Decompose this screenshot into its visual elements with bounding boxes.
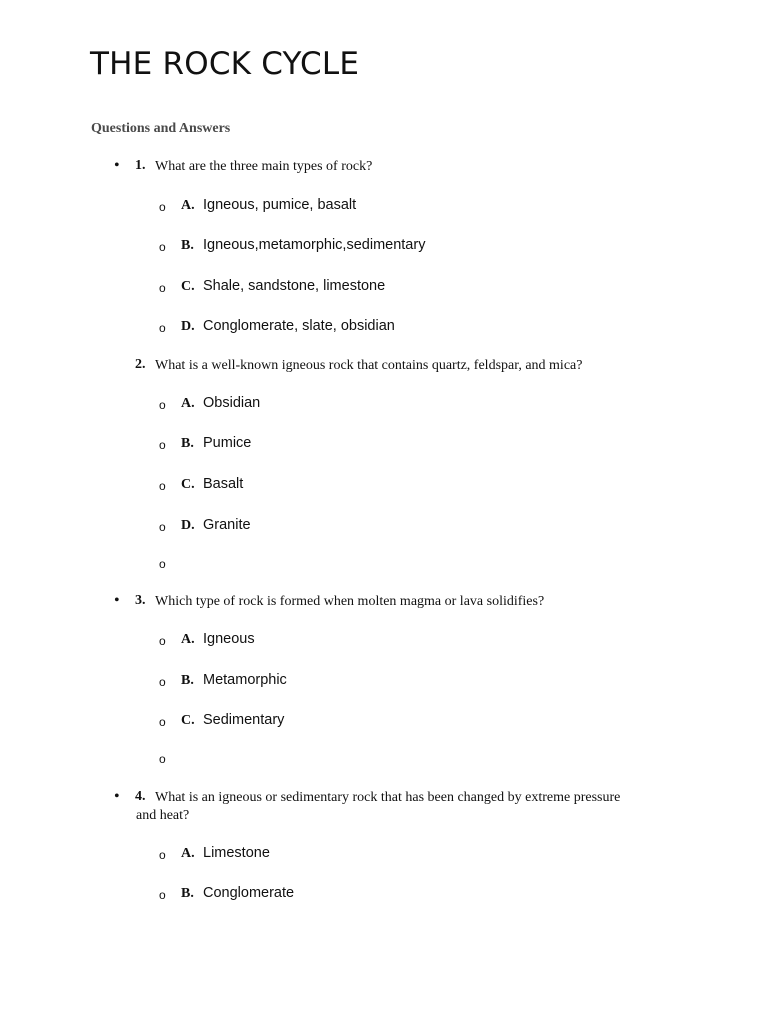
option-letter: B. [181, 238, 194, 253]
option-text: Obsidian [203, 395, 261, 411]
option-text: Basalt [203, 476, 244, 492]
document-title: THE ROCK CYCLE [90, 46, 360, 82]
option-letter: A. [181, 396, 195, 411]
question-number: 3. [135, 593, 146, 608]
option-letter: B. [181, 673, 194, 688]
hollow-bullet-icon: o [159, 398, 166, 412]
option-text: Igneous,metamorphic,sedimentary [203, 237, 426, 253]
question-number: 4. [135, 789, 146, 804]
hollow-bullet-icon: o [159, 634, 166, 648]
option-letter: D. [181, 319, 195, 334]
bullet-icon: • [114, 157, 120, 174]
option-text: Shale, sandstone, limestone [203, 278, 386, 294]
hollow-bullet-icon: o [159, 321, 166, 335]
option-letter: C. [181, 713, 195, 728]
option-letter: B. [181, 436, 194, 451]
hollow-bullet-icon: o [159, 715, 166, 729]
hollow-bullet-icon: o [159, 888, 166, 902]
option-text: Igneous, pumice, basalt [203, 197, 357, 213]
question-number: 2. [135, 357, 146, 372]
option-letter: A. [181, 632, 195, 647]
hollow-bullet-icon: o [159, 752, 166, 766]
hollow-bullet-icon: o [159, 200, 166, 214]
hollow-bullet-icon: o [159, 240, 166, 254]
hollow-bullet-icon: o [159, 438, 166, 452]
section-subtitle: Questions and Answers [91, 121, 231, 136]
question-text: Which type of rock is formed when molten magma or lava solidifies? [155, 594, 545, 609]
option-letter: D. [181, 518, 195, 533]
bullet-icon: • [114, 788, 120, 805]
hollow-bullet-icon: o [159, 281, 166, 295]
option-text: Granite [203, 517, 251, 533]
option-text: Limestone [203, 845, 270, 861]
hollow-bullet-icon: o [159, 848, 166, 862]
option-text: Sedimentary [203, 712, 285, 728]
question-text: What is an igneous or sedimentary rock that has been changed by extreme pressure [155, 790, 621, 805]
option-letter: C. [181, 477, 195, 492]
option-letter: B. [181, 886, 194, 901]
option-text: Pumice [203, 435, 252, 451]
hollow-bullet-icon: o [159, 479, 166, 493]
option-letter: A. [181, 846, 195, 861]
option-text: Conglomerate, slate, obsidian [203, 318, 395, 334]
option-text: Igneous [203, 631, 255, 647]
option-letter: A. [181, 198, 195, 213]
question-text: What are the three main types of rock? [155, 159, 373, 174]
option-text: Conglomerate [203, 885, 295, 901]
hollow-bullet-icon: o [159, 520, 166, 534]
hollow-bullet-icon: o [159, 557, 166, 571]
question-text: What is a well-known igneous rock that contains quartz, feldspar, and mica? [155, 358, 583, 373]
bullet-icon: • [114, 592, 120, 609]
option-text: Metamorphic [203, 672, 287, 688]
question-text-continued: and heat? [136, 808, 190, 823]
question-number: 1. [135, 158, 146, 173]
hollow-bullet-icon: o [159, 675, 166, 689]
option-letter: C. [181, 279, 195, 294]
